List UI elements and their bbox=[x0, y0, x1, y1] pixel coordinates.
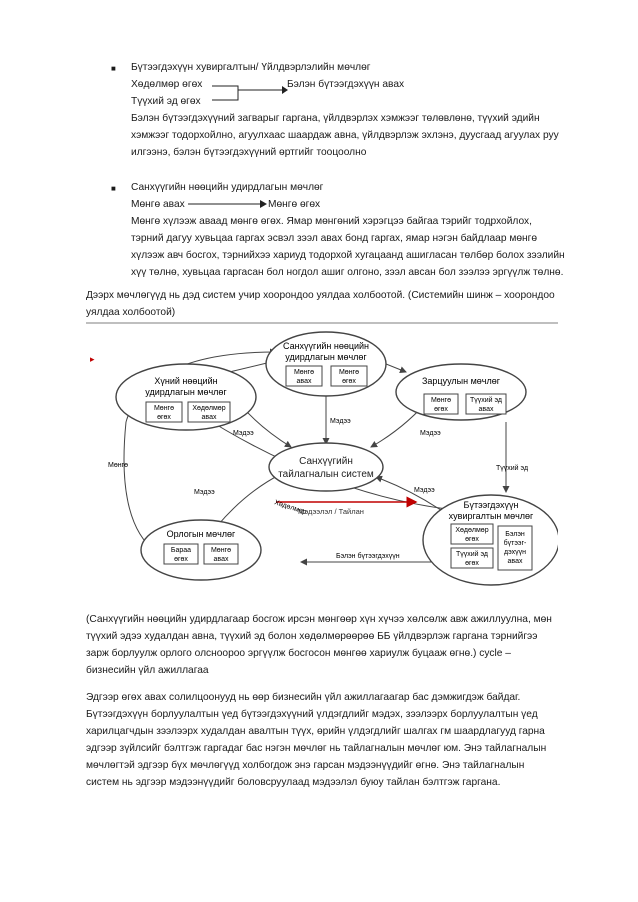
production-cycle-node-title: Бүтээгдэхүүн bbox=[463, 500, 519, 510]
para2-line-1: Эдгээр өгөх авах солилцоонууд нь өөр бизнесийн үйл ажиллагаагар бас дэмжигдэж байдаг. bbox=[86, 692, 521, 703]
edge-label-info-report: Мэдээлэл / Тайлан bbox=[298, 507, 364, 516]
hr-box2-line2: авах bbox=[201, 414, 217, 421]
production-cycle-node-subtitle: хувиргалтын мөчлөг bbox=[448, 511, 534, 521]
para2-line-4: эдгээр зүйлсийг бэлтгэж гаргадаг бас нэгэн мөчлөг нь тайлагналын мөчлөг юм. Энэ тайлагналын bbox=[86, 743, 547, 754]
edge-label-raw: Түүхий эд bbox=[496, 465, 529, 472]
section2-line-3: хүлээж авч босгох, тэрнийхээ хариуд тодорхой хугацаанд ашигласан төлбөр болох зээлийн bbox=[131, 250, 565, 261]
production-cycle-title: Бүтээгдэхүүн хувиргалтын/ Үйлдвэрлэлийн мөчлөг bbox=[131, 62, 371, 73]
center-label-1: Санхүүгийн bbox=[299, 456, 353, 467]
finance-box2-line1: Мөнгө bbox=[338, 369, 360, 376]
edge-label-labor: Хөдөлмөр bbox=[273, 499, 308, 517]
expense-cycle-node-title: Зарцуулын мөчлөг bbox=[421, 376, 501, 386]
production-box1-line2: өгөх bbox=[465, 536, 479, 543]
edge-label-data-4: Мэдээ bbox=[194, 489, 215, 496]
para1-line-1: (Санхүүгийн нөөцийн удирдлагаар босгож ирсэн мөнгөөр хүн хүчээ хөлсөлж авж ажиллуулна, мөн bbox=[86, 614, 552, 625]
section1-line-2: хэмжээг тодорхойлно, агуулхаас шаардаж авна, үйлдвэрлэж эхлэнэ, дуусгаад агуулах руу bbox=[131, 130, 559, 141]
expense-box2-line1: Түүхий эд bbox=[469, 397, 503, 404]
bracket-arrow-icon bbox=[210, 80, 290, 104]
section1-line-1: Бэлэн бүтээгдэхүүний загварыг гаргана, үйлдвэрлэх хэмжээг төлөвлөнө, түүхий эдийн bbox=[131, 113, 540, 124]
expense-box1-line2: өгөх bbox=[434, 406, 448, 413]
section2-line-1: Мөнгө хүлээж аваад мөнгө өгөх. Ямар мөнгөний хэрэгцээ байгаа тэрийг тодрхойлох, bbox=[131, 216, 532, 227]
edge-label-data-2: Мэдээ bbox=[233, 430, 254, 437]
hr-box2-line1: Хөдөлмөр bbox=[192, 405, 226, 412]
para2-line-2: Бүтээгдэхүүн борлуулалтын үед бүтээгдэхүүний үлдэгдлийг мэдэх, зээлээрх борлуулалтын үед bbox=[86, 709, 538, 720]
expense-box2-line2: авах bbox=[478, 406, 494, 413]
edge-label-money: Мөнгө bbox=[108, 462, 129, 469]
production-box3-line1: Бэлэн bbox=[505, 531, 525, 538]
bullet-icon: ■ bbox=[111, 64, 116, 73]
section2-line-4: хүү төлнө, хувьцаа гаргасан бол ногдол ашиг олгоно, зээл авсан бол зээлээ эргүүлж төлнө. bbox=[131, 267, 564, 278]
edge-label-finished-goods: Бэлэн бүтээгдэхүүн bbox=[336, 553, 400, 560]
production-box1-line1: Хөдөлмөр bbox=[455, 527, 489, 534]
para1-line-3: зарж борлуулж орлого олсноороо эргүүлж босгосон мөнгөө хариулж буцааж өгнө.) cycle – bbox=[86, 648, 511, 659]
center-label-2: тайлагналын систем bbox=[278, 469, 374, 480]
para1-line-2: түүхий эдээ худалдан авна, түүхий эд болон хөдөлмөрөөрөө ББ үйлдвэрлэж гаргана тэрнийгээ bbox=[86, 631, 538, 642]
finance-box1-line1: Мөнгө bbox=[293, 369, 315, 376]
flow-labor-give: Хөдөлмөр өгөх bbox=[131, 79, 203, 90]
revenue-box2-line1: Мөнгө bbox=[210, 547, 232, 554]
finance-box1-line2: авах bbox=[296, 378, 312, 385]
revenue-box1-line2: өгөх bbox=[174, 556, 188, 563]
svg-text:▸: ▸ bbox=[90, 354, 95, 364]
production-box3-line2: бүтээг- bbox=[503, 540, 527, 547]
hr-box1-line2: өгөх bbox=[157, 414, 171, 421]
para1-line-4: бизнесийн үйл ажиллагаа bbox=[86, 665, 209, 676]
finance-cycle-node-title: Санхүүгийн нөөцийн bbox=[282, 341, 370, 351]
flow-money-get: Мөнгө авах bbox=[131, 199, 185, 210]
hr-box1-line1: Мөнгө bbox=[153, 405, 175, 412]
intro-line-1: Дээрх мөчлөгүүд нь дэд систем учир хоорондоо уялдаа холбоотой. (Системийн шинж – хоорондоо bbox=[86, 290, 555, 301]
edge-label-data-5: Мэдээ bbox=[414, 487, 435, 494]
hr-cycle-node-title: Хүний нөөцийн bbox=[154, 376, 218, 386]
revenue-cycle-node-title: Орлогын мөчлөг bbox=[166, 529, 236, 539]
bullet-icon: ■ bbox=[111, 184, 116, 193]
production-box2-line1: Түүхий эд bbox=[455, 551, 489, 558]
para2-line-5: мөчлөгтэй эдгээр бүх мөчлөгүүд холбогдож энэ гарсан мэдээнүүдийг өгнө. Энэ тайлагналын bbox=[86, 760, 525, 771]
finance-cycle-title: Санхүүгийн нөөцийн удирдлагын мөчлөг bbox=[131, 182, 324, 193]
edge-label-data-3: Мэдээ bbox=[420, 430, 441, 437]
hr-cycle-node-subtitle: удирдлагын мөчлөг bbox=[145, 387, 227, 397]
para2-line-3: харилцагчдын зээлээрх худалдан авалтын түүх, өрийн үлдэгдлийг шалгах гм шаардлагууд гарна bbox=[86, 726, 545, 737]
production-box3-line3: дэхүүн bbox=[503, 549, 527, 556]
expense-box1-line1: Мөнгө bbox=[430, 397, 452, 404]
section2-line-2: тэрний дагуу хувьцаа гаргах эсвэл зээл авах бонд гаргах, ямар нэгэн байдлаар мөнгө bbox=[131, 233, 538, 244]
flow-raw-material-give: Түүхий эд өгөх bbox=[131, 96, 201, 107]
edge-label-data-1: Мэдээ bbox=[330, 418, 351, 425]
flow-money-give: Мөнгө өгөх bbox=[268, 199, 321, 210]
revenue-box1-line1: Бараа bbox=[170, 547, 192, 554]
revenue-box2-line2: авах bbox=[213, 556, 229, 563]
para2-line-6: систем нь эдгээр мэдээнүүдийг боловсруулаад мэдээлэл буюу тайлан бэлтгэж гаргана. bbox=[86, 777, 501, 788]
production-box3-line4: авах bbox=[507, 558, 523, 565]
finance-cycle-node-subtitle: удирдлагын мөчлөг bbox=[285, 352, 367, 362]
production-box2-line2: өгөх bbox=[465, 560, 479, 567]
intro-line-2: уялдаа холбоотой) bbox=[86, 307, 176, 318]
arrow-right-icon bbox=[188, 198, 268, 210]
finance-box2-line2: өгөх bbox=[342, 378, 356, 385]
section1-line-3: илгээнэ, бэлэн бүтээгдэхүүний өртгийг тооцоолно bbox=[131, 147, 367, 158]
flow-finished-goods-get: Бэлэн бүтээгдэхүүн авах bbox=[287, 79, 405, 90]
business-cycle-diagram bbox=[86, 322, 558, 602]
